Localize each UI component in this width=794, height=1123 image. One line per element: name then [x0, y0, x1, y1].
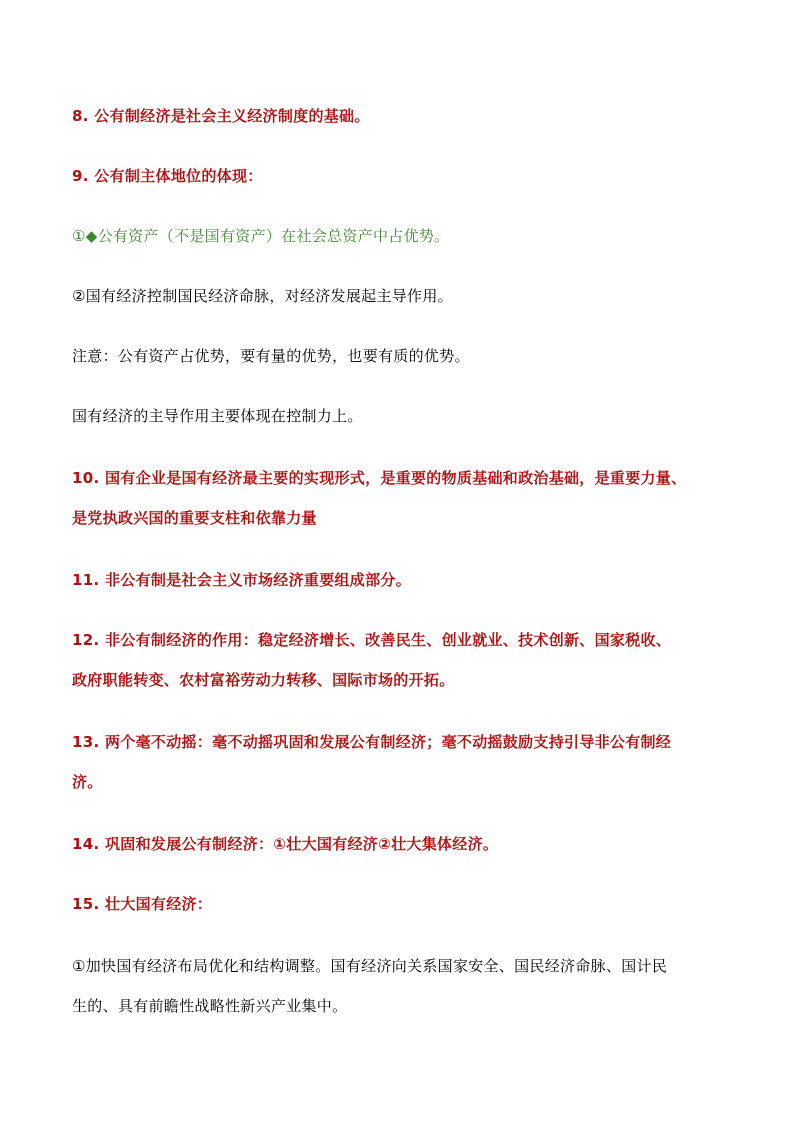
point-9-item-2: ②国有经济控制国民经济命脉，对经济发展起主导作用。 — [72, 287, 453, 305]
point-14-heading: 14. 巩固和发展公有制经济：①壮大国有经济②壮大集体经济。 — [72, 835, 499, 853]
point-9-heading: 9. 公有制主体地位的体现： — [72, 167, 263, 185]
point-12-line-2: 政府职能转变、农村富裕劳动力转移、国际市场的开拓。 — [72, 671, 455, 689]
point-15-item-1-line-2: 生的、具有前瞻性战略性新兴产业集中。 — [72, 997, 348, 1015]
point-11-heading: 11. 非公有制是社会主义市场经济重要组成部分。 — [72, 571, 411, 589]
note-line: 注意：公有资产占优势，要有量的优势，也要有质的优势。 — [72, 347, 470, 365]
point-10-line-2: 是党执政兴国的重要支柱和依靠力量 — [72, 509, 317, 527]
point-13-line-1: 13. 两个毫不动摇：毫不动摇巩固和发展公有制经济；毫不动摇鼓励支持引导非公有制经 — [72, 733, 672, 751]
point-9-item-1: ①◆公有资产（不是国有资产）在社会总资产中占优势。 — [72, 227, 450, 245]
point-15-item-1-line-1: ①加快国有经济布局优化和结构调整。国有经济向关系国家安全、国民经济命脉、国计民 — [72, 957, 668, 975]
point-13-line-2: 济。 — [72, 773, 103, 791]
point-15-heading: 15. 壮大国有经济： — [72, 895, 213, 913]
point-12-line-1: 12. 非公有制经济的作用：稳定经济增长、改善民生、创业就业、技术创新、国家税收、 — [72, 631, 672, 649]
point-10-line-1: 10. 国有企业是国有经济最主要的实现形式，是重要的物质基础和政治基础，是重要力量、 — [72, 469, 687, 487]
note-line-2: 国有经济的主导作用主要体现在控制力上。 — [72, 407, 363, 425]
point-8-heading: 8. 公有制经济是社会主义经济制度的基础。 — [72, 107, 370, 125]
